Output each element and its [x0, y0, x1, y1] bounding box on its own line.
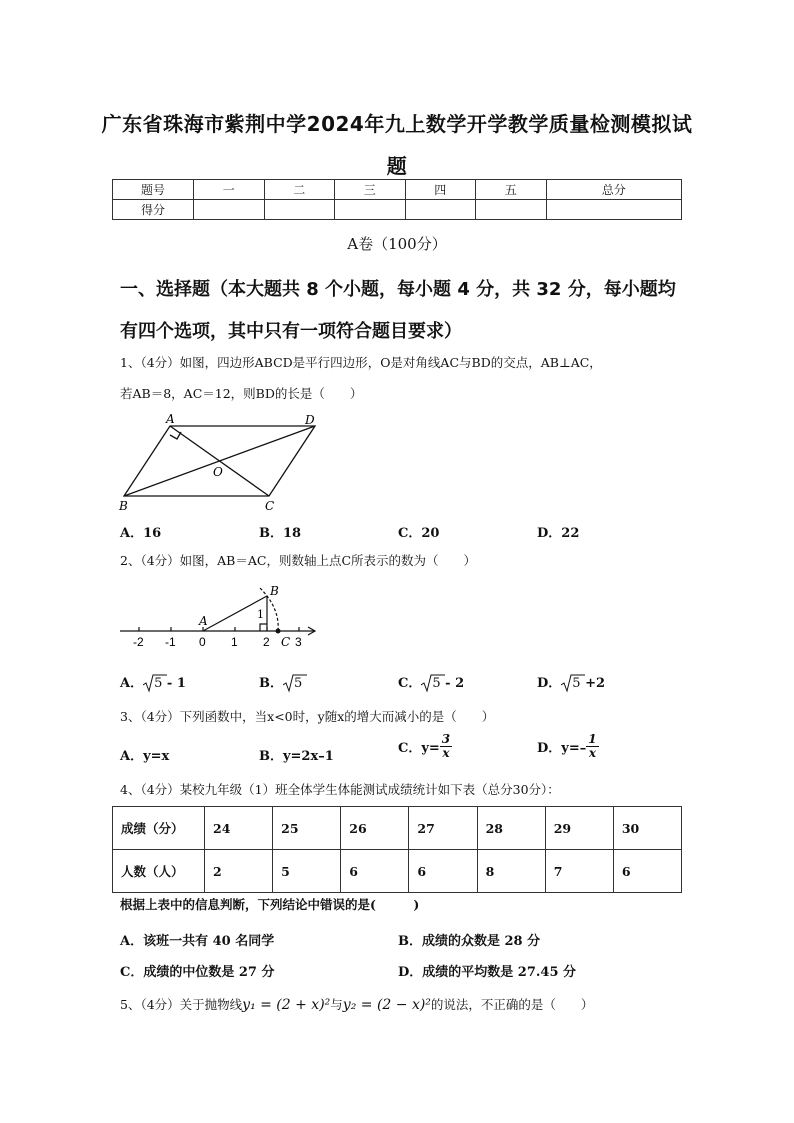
question-5-mid: 与 [330, 997, 343, 1012]
numerator: 3 [441, 732, 451, 746]
denominator: x [442, 746, 450, 760]
radicand: 5 [154, 676, 163, 691]
option-letter: C． [398, 676, 422, 691]
option-prefix: C．y= [398, 741, 440, 756]
table-cell: 6 [613, 850, 681, 893]
score-row-label: 得分 [113, 200, 194, 220]
question-4-text: 4、（4分）某校九年级（1）班全体学生体能测试成绩统计如下表（总分30分）： [120, 782, 560, 797]
radicand: 5 [572, 676, 581, 691]
parallelogram-figure [115, 410, 320, 515]
option-letter: B． [259, 676, 283, 691]
expression-y1: y₁ = (2 + x)² [242, 997, 331, 1013]
option-a[interactable]: A．该班一共有 40 名同学 [120, 934, 275, 949]
option-d[interactable]: D．22 [537, 526, 580, 541]
question-3-text: 3、（4分）下列函数中，当x<0时，y随x的增大而减小的是（ ） [120, 709, 495, 724]
point-label-a: A [199, 614, 208, 628]
option-b[interactable] [259, 672, 302, 691]
score-table [112, 179, 682, 220]
table-cell: 30 [613, 807, 681, 850]
point-label-o: O [213, 465, 223, 479]
radicand: 5 [294, 676, 303, 691]
question-4-prompt: 根据上表中的信息判断，下列结论中错误的是( ) [120, 897, 420, 912]
segment-label-1: 1 [257, 608, 264, 621]
option-b[interactable]: B．y=2x–1 [259, 749, 334, 764]
table-header: 成绩（分） [113, 807, 205, 850]
score-cell[interactable] [546, 200, 682, 220]
table-cell: 6 [409, 850, 477, 893]
score-header: 五 [476, 180, 547, 200]
question-5-suffix: 的说法，不正确的是（ ） [430, 997, 594, 1012]
option-c[interactable]: C．成绩的中位数是 27 分 [120, 965, 275, 980]
tick-label: 0 [199, 635, 206, 649]
score-cell[interactable] [476, 200, 547, 220]
option-c[interactable]: C．20 [398, 526, 440, 541]
option-b[interactable]: B．18 [259, 526, 302, 541]
option-b[interactable]: B．成绩的众数是 28 分 [398, 934, 541, 949]
point-label-b: B [119, 499, 128, 513]
table-cell: 7 [545, 850, 613, 893]
table-cell: 25 [273, 807, 341, 850]
table-cell: 28 [477, 807, 545, 850]
question-1-text: 1、（4分）如图，四边形ABCD是平行四边形，O是对角线AC与BD的交点，AB⊥AC， [120, 355, 602, 370]
table-header: 人数（人） [113, 850, 205, 893]
score-header: 三 [335, 180, 406, 200]
score-header: 四 [405, 180, 476, 200]
expression-y2: y₂ = (2 − x)² [342, 997, 431, 1013]
option-a[interactable]: A．16 [120, 526, 162, 541]
fraction [586, 733, 598, 760]
score-stat-table [112, 806, 682, 893]
option-suffix: +2 [580, 676, 606, 691]
score-header: 总分 [546, 180, 682, 200]
option-letter: D． [537, 676, 562, 691]
score-header: 一 [194, 180, 265, 200]
option-c[interactable] [398, 733, 452, 760]
table-cell: 5 [273, 850, 341, 893]
option-suffix: - 2 [440, 676, 465, 691]
tick-label: 1 [231, 635, 238, 649]
question-5-prefix: 5、（4分）关于抛物线 [120, 997, 243, 1012]
option-letter: A． [120, 676, 144, 691]
sqrt-expression [421, 676, 440, 691]
table-cell: 2 [205, 850, 273, 893]
point-label-d: D [305, 413, 315, 427]
radicand: 5 [432, 676, 441, 691]
tick-label: -2 [133, 635, 144, 649]
table-cell: 24 [205, 807, 273, 850]
option-prefix: D．y=– [537, 741, 587, 756]
page-title-line2: 题 [386, 154, 408, 178]
option-suffix: - 1 [162, 676, 186, 691]
sqrt-expression [561, 676, 580, 691]
denominator: x [588, 746, 596, 760]
tick-label: -1 [165, 635, 176, 649]
score-cell[interactable] [194, 200, 265, 220]
point-label-c: C [265, 499, 275, 513]
table-cell: 29 [545, 807, 613, 850]
sqrt-expression [143, 676, 162, 691]
score-cell[interactable] [335, 200, 406, 220]
table-cell: 8 [477, 850, 545, 893]
option-d[interactable]: D．成绩的平均数是 27.45 分 [398, 965, 577, 980]
question-5-text [120, 996, 593, 1014]
option-a[interactable] [120, 672, 186, 691]
section-heading: 一、选择题（本大题共 8 个小题，每小题 4 分，共 32 分，每小题均 [120, 279, 676, 300]
page-title: 广东省珠海市紫荆中学2024年九上数学开学教学质量检测模拟试 [101, 112, 693, 136]
volume-heading: A卷（100分） [347, 235, 447, 253]
option-d[interactable] [537, 733, 599, 760]
table-cell: 27 [409, 807, 477, 850]
tick-label: 3 [295, 635, 302, 649]
score-cell[interactable] [405, 200, 476, 220]
option-a[interactable]: A．y=x [120, 749, 170, 764]
score-cell[interactable] [264, 200, 335, 220]
numerator: 1 [588, 732, 597, 746]
tick-label: 2 [263, 635, 270, 649]
question-2-text: 2、（4分）如图，AB＝AC，则数轴上点C所表示的数为（ ） [120, 553, 477, 568]
table-cell: 6 [341, 850, 409, 893]
section-heading-line2: 有四个选项，其中只有一项符合题目要求） [120, 321, 462, 342]
point-label-c: C [281, 635, 291, 649]
score-header: 题号 [113, 180, 194, 200]
option-d[interactable] [537, 672, 605, 691]
score-header: 二 [264, 180, 335, 200]
number-line-figure [115, 578, 325, 653]
option-c[interactable] [398, 672, 464, 691]
question-1-text-line2: 若AB＝8，AC＝12，则BD的长是（ ） [120, 386, 363, 401]
point-label-a: A [166, 412, 175, 426]
table-cell: 26 [341, 807, 409, 850]
fraction [440, 733, 452, 760]
point-label-b: B [270, 584, 279, 598]
sqrt-expression [283, 676, 302, 691]
